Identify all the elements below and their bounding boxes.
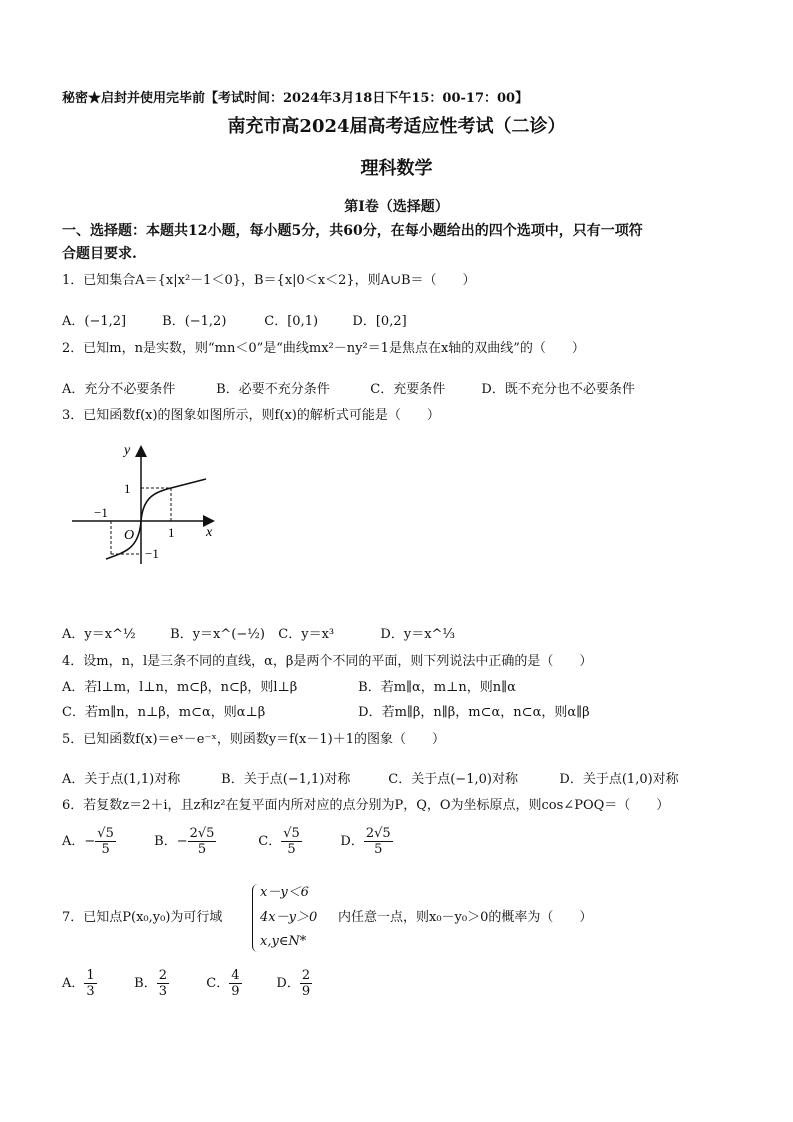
subject-title: 理科数学	[360, 158, 433, 179]
q6-option-c-fraction: $\frac{√5}{5}$	[283, 826, 300, 857]
q1-stem: 1．已知集合A＝{x|x²－1＜0}，B＝{x|0＜x＜2}，则A∪B＝（ ）	[62, 273, 476, 288]
tick-x-1: 1	[168, 525, 175, 540]
q3-function-graph	[66, 436, 226, 566]
q1-options	[62, 313, 407, 331]
q5-option-d[interactable]: D．关于点(1,0)对称	[559, 772, 679, 787]
q6-option-a[interactable]: A．− $\frac{√5}{5}$	[62, 826, 114, 857]
q5-option-a[interactable]: A．关于点(1,1)对称	[62, 772, 181, 787]
q7-option-b-fraction: $\frac{2}{3}$	[158, 968, 167, 999]
q5-options	[62, 771, 679, 789]
q7-option-d-fraction: $\frac{2}{9}$	[301, 968, 311, 999]
exam-title: 南充市高2024届高考适应性考试（二诊）	[227, 116, 566, 137]
q6-option-d-fraction: $\frac{2√5}{5}$	[365, 826, 391, 857]
q7-option-c[interactable]: C． $\frac{4}{9}$	[206, 968, 240, 999]
q7-stem-after: 内任意一点，则x₀－y₀＞0的概率为（ ）	[338, 910, 593, 925]
q4-option-d[interactable]: D．若m∥β，n∥β，m⊂α，n⊂α，则α∥β	[358, 705, 590, 720]
q5-stem: 5．已知函数f(x)＝eˣ－e⁻ˣ，则函数y＝f(x－1)＋1的图象（ ）	[62, 732, 445, 747]
q2-option-b[interactable]: B．必要不充分条件	[216, 382, 330, 397]
q3-stem: 3．已知函数f(x)的图象如图所示，则f(x)的解析式可能是（ ）	[62, 408, 440, 423]
tick-x-neg1: −1	[94, 505, 108, 520]
q1-option-d[interactable]: D．[0,2]	[352, 314, 407, 329]
q7-options	[62, 964, 312, 1004]
q1-option-c[interactable]: C．[0,1)	[264, 314, 319, 329]
q1-option-b[interactable]: B．(−1,2)	[162, 314, 227, 329]
origin-label: O	[124, 528, 135, 543]
q5-option-c[interactable]: C．关于点(−1,0)对称	[388, 772, 518, 787]
q5-option-b[interactable]: B．关于点(−1,1)对称	[221, 772, 351, 787]
tick-y-neg1: −1	[145, 546, 159, 561]
q2-option-a[interactable]: A．充分不必要条件	[62, 382, 176, 397]
section-instructions-line1: 一、选择题：本题共12小题，每小题5分，共60分，在每小题给出的四个选项中，只有一项符	[62, 223, 643, 239]
q2-option-c[interactable]: C．充要条件	[370, 382, 446, 397]
x-axis-label: x	[206, 525, 213, 540]
q2-option-d[interactable]: D．既不充分也不必要条件	[481, 382, 635, 397]
volume-title: 第Ⅰ卷（选择题）	[344, 199, 449, 215]
q2-options	[62, 381, 635, 399]
q7-option-a-fraction: $\frac{1}{3}$	[86, 968, 95, 999]
q4-option-a[interactable]: A．若l⊥m，l⊥n，m⊂β，n⊂β，则l⊥β	[62, 680, 298, 695]
q7-constraint-3: x,y∈N*	[260, 934, 307, 949]
secret-line: 秘密★启封并使用完毕前【考试时间：2024年3月18日下午15：00-17：00】	[62, 91, 529, 106]
q2-stem: 2．已知m，n是实数，则“mn＜0”是“曲线mx²－ny²＝1是焦点在x轴的双曲线”的（ ）	[62, 341, 585, 356]
q6-option-d[interactable]: D． $\frac{2√5}{5}$	[340, 826, 391, 857]
q4-option-c[interactable]: C．若m∥n，n⊥β，m⊂α，则α⊥β	[62, 705, 266, 720]
q6-option-b-fraction: $\frac{2√5}{5}$	[189, 826, 215, 857]
q6-options	[62, 822, 393, 862]
q6-option-b[interactable]: B．− $\frac{2√5}{5}$	[154, 826, 215, 857]
q3-option-b[interactable]: B．y＝x^(−½)	[170, 627, 265, 642]
q4-stem: 4．设m，n，l是三条不同的直线，α，β是两个不同的平面，则下列说法中正确的是（ ）	[62, 654, 593, 669]
q4-options-row1	[62, 679, 516, 697]
q7-option-c-fraction: $\frac{4}{9}$	[231, 968, 240, 999]
q4-options-row2	[62, 704, 590, 722]
section-instructions-line2: 合题目要求.	[62, 246, 137, 262]
q7-constraint-1: x－y＜6	[260, 885, 309, 900]
q3-options	[62, 626, 455, 644]
q6-stem: 6．若复数z＝2＋i，且z和z²在复平面内所对应的点分别为P，Q，O为坐标原点，则cos∠POQ＝（ ）	[62, 798, 670, 813]
q3-option-a[interactable]: A．y＝x^½	[62, 627, 136, 642]
q7-option-d[interactable]: D． $\frac{2}{9}$	[276, 968, 311, 999]
q7-option-a[interactable]: A． $\frac{1}{3}$	[62, 968, 95, 999]
q6-option-a-fraction: $\frac{√5}{5}$	[97, 826, 114, 857]
tick-y-1: 1	[124, 481, 131, 496]
q7-option-b[interactable]: B． $\frac{2}{3}$	[134, 968, 167, 999]
q1-option-a[interactable]: A．(−1,2]	[62, 314, 127, 329]
q3-option-d[interactable]: D．y＝x^⅓	[380, 627, 456, 642]
q3-option-c[interactable]: C．y＝x³	[278, 627, 335, 642]
q7-stem-before: 7．已知点P(x₀,y₀)为可行域	[62, 910, 223, 925]
q7-constraint-2: 4x－y＞0	[260, 910, 318, 925]
q4-option-b[interactable]: B．若m∥α，m⊥n，则n∥α	[358, 680, 516, 695]
y-axis-label: y	[124, 443, 131, 458]
q6-option-c[interactable]: C． $\frac{√5}{5}$	[258, 826, 300, 857]
